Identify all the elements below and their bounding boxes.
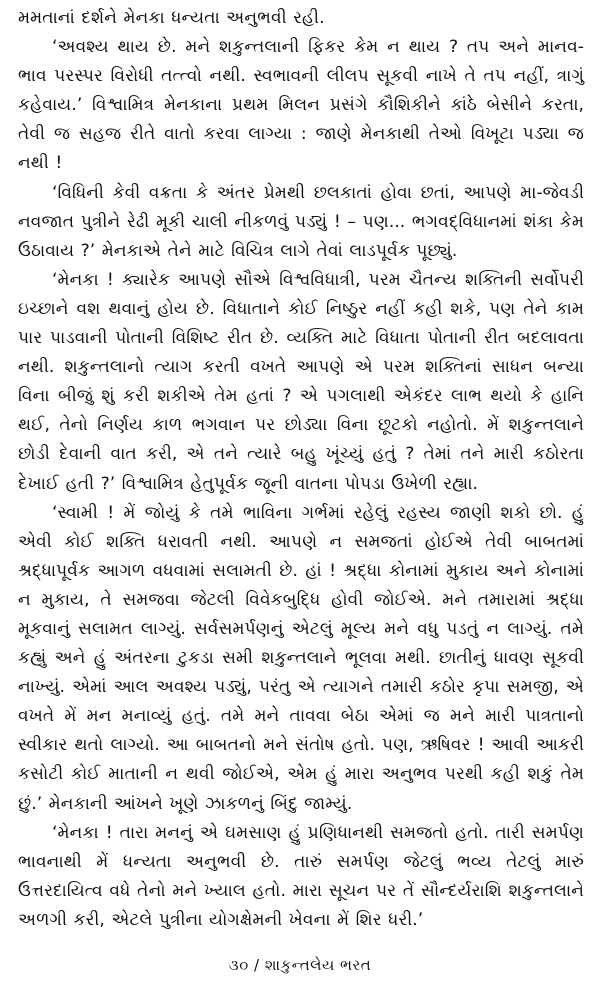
- paragraph-6: ‘મેનકા ! તારા મનનું એ ઘમસાણ હું પ્રણિધાનથી સમજતો હતો. તારી સમર્પણ ભાવનાથી મેં ધન્યતા અનુભવી છે. તારું સમર્પણ જેટલું ભવ્ય તેટલું મારું ઉત્તરદાયિત્વ વધે તેનો મને ખ્યાલ હતો. મારા સૂચન પર તેં સૌન્દર્યરાશિ શકુન્તલાને અળગી કરી, એટલે પુત્રીના યોગક્ષેમની ખેવના મેં શિર ધરી.’: [18, 822, 584, 930]
- paragraph-4: ‘મેનકા ! ક્યારેક આપણે સૌએ વિશ્વવિધાત્રી, પરમ ચૈતન્ય શક્તિની સર્વોપરી ઇચ્છાને વશ થવાનું હોય છે. વિધાતાને કોઈ નિષ્ઠુર નહીં કહી શકે, પણ તેને કામ પાર પાડવાની પોતાની વિશિષ્ટ રીત છે. વ્યક્તિ માટે વિધાતા પોતાની રીત બદલાવતા નથી. શકુન્તલાનો ત્યાગ કરતી વખતે આપણે એ પરમ શક્તિનાં સાધન બન્યા વિના બીજું શું કરી શકીએ તેમ હતાં ? એ પગલાથી એકંદર લાભ થયો કે હાનિ થઈ, તેનો નિર્ણય કાળ ભગવાન પર છોડ્યા વિના છૂટકો નહોતો. મેં શકુન્તલાને છોડી દેવાની વાત કરી, એ તને ત્યારે બહુ ખૂંચ્યું હતું ? તેમાં તને મારી કઠોરતા દેખાઈ હતી ?’ વિશ્વામિત્ર હેતુપૂર્વક જૂની વાતના પોપડા ઉખેળી રહ્યા.: [18, 269, 584, 494]
- paragraph-2: ‘અવશ્ય થાય છે. મને શકુન્તલાની ફિકર કેમ ન થાય ? તપ અને માનવ-ભાવ પરસ્પર વિરોધી તત્ત્વો નથી. સ્વભાવની લીલપ સૂકવી નાખે તે તપ નહીં, ત્રાગું કહેવાય.’ વિશ્વામિત્ર મેનકાના પ્રથમ મિલન પ્રસંગે કૌશિકીને કાંઠે બેસીને કરતા, તેવી જ સહજ રીતે વાતો કરવા લાગ્યા : જાણે મેનકાથી તેઓ વિખૂટા પડ્યા જ નથી !: [18, 37, 584, 174]
- paragraph-3: ‘વિધિની કેવી વક્રતા કે અંતર પ્રેમથી છલકાતાં હોવા છતાં, આપણે મા-જેવડી નવજાત પુત્રીને રેઢી મૂકી ચાલી નીકળવું પડ્યું ! – પણ... ભગવદ્‌વિધાનમાં શંકા કેમ ઉઠાવાય ?’ મેનકાએ તેને માટે વિચિત્ર લાગે તેવાં લાડપૂર્વક પૂછ્યું.: [18, 182, 584, 261]
- page-footer: ૩૦ / શાકુન્તલેય ભરત: [228, 956, 372, 974]
- paragraph-5: ‘સ્વામી ! મેં જોયું કે તમે ભાવિના ગર્ભમાં રહેલું રહસ્ય જાણી શકો છો. હું એવી કોઈ શક્તિ ધરાવતી નથી. આપણે ન સમજતાં હોઈએ તેવી બાબતમાં શ્રદ્ધાપૂર્વક આગળ વધવામાં સલામતી છે. હાં ! શ્રદ્ધા કોનામાં મુકાય અને કોનામાં ન મુકાય, તે સમજવા જેટલી વિવેકબુદ્ધિ હોવી જોઈએ. મને તમારામાં શ્રદ્ધા મૂકવાનું સલામત લાગ્યું. સર્વસમર્પણનું એટલું મૂલ્ય મને વધુ પડતું ન લાગ્યું. તમે કહ્યું અને હું અંતરના ટુકડા સમી શકુન્તલાને ભૂલવા મથી. છાતીનું ધાવણ સૂકવી નાખ્યું. એમાં આલ અવશ્ય પડ્યું, પરંતુ એ ત્યાગને તમારી કઠોર કૃપા સમજી, એ વખતે મેં મન મનાવ્યું હતું. તમે મને તાવવા બેઠા એમાં જ મને મારી પાત્રતાનો સ્વીકાર થતો લાગ્યો. આ બાબતનો મને સંતોષ હતો. પણ, ઋષિવર ! આવી આકરી કસોટી કોઈ માતાની ન થવી જોઈએ, એમ હું મારા અનુભવ પરથી કહી શકું તેમ છું.’ મેનકાની આંખને ખૂણે ઝાકળનું બિંદુ જામ્યું.: [18, 502, 584, 814]
- page-body: [18, 4, 584, 935]
- paragraph-1: મમતાનાં દર્શને મેનકા ધન્યતા અનુભવી રહી.: [18, 8, 325, 28]
